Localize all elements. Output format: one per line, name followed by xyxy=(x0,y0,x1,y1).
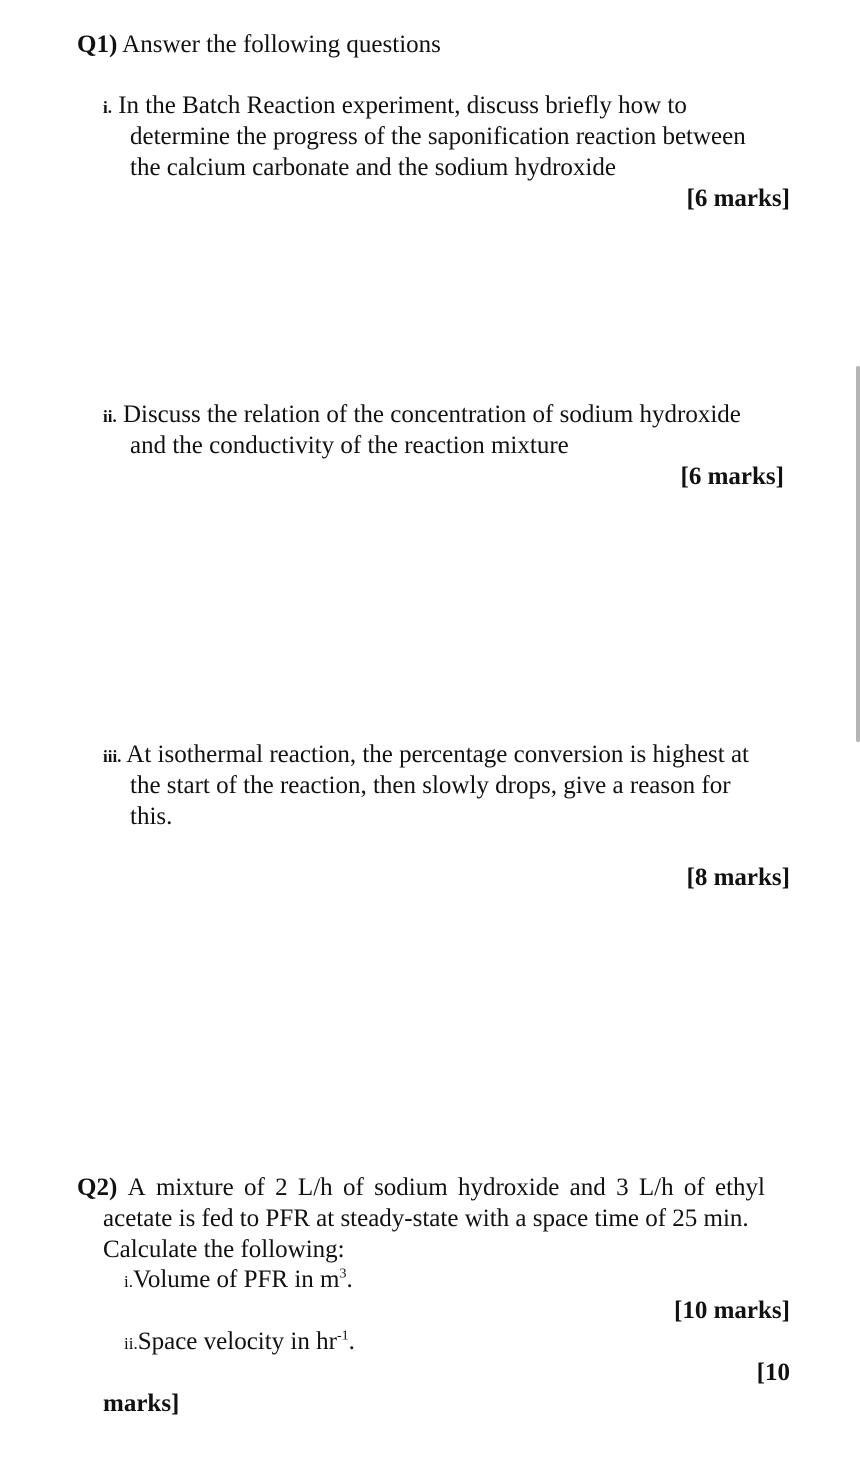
q2-item-i-text: Volume of PFR in m xyxy=(132,1266,340,1293)
q2-item-i-numeral: i. xyxy=(124,1272,133,1291)
q2-line-1 xyxy=(77,1172,765,1203)
q2-item-ii-marks-part-2: marks] xyxy=(103,1390,180,1417)
q2-word: of xyxy=(244,1174,265,1201)
q2-word: ethyl xyxy=(715,1174,765,1201)
q1-item-iii-line-2: the start of the reaction, then slowly drops, give a reason for xyxy=(130,772,731,799)
q2-word: mixture xyxy=(155,1174,234,1201)
q2-line-2: acetate is fed to PFR at steady-state with a space time of 25 min. xyxy=(103,1205,749,1232)
q2-line-3: Calculate the following: xyxy=(103,1236,345,1263)
q2-item-i xyxy=(124,1264,353,1297)
q2-item-ii-marks-part-1: [10 xyxy=(756,1359,790,1386)
q2-word: A xyxy=(127,1174,146,1201)
q1-item-i-line-2: determine the progress of the saponification reaction between xyxy=(130,123,746,150)
q2-word: hydroxide xyxy=(457,1174,560,1201)
q1-item-i-marks: [6 marks] xyxy=(686,185,790,212)
q2-item-ii-text: Space velocity in hr xyxy=(137,1328,337,1355)
q2-item-ii-suffix: . xyxy=(348,1328,355,1355)
q2-item-ii xyxy=(124,1326,355,1359)
q1-item-ii-line-2: and the conductivity of the reaction mixture xyxy=(130,432,569,459)
q2-word: 3 xyxy=(616,1174,629,1201)
q2-word: L/h xyxy=(638,1174,674,1201)
q2-item-ii-sup: -1 xyxy=(336,1328,349,1344)
q1-item-iii-text-1: At isothermal reaction, the percentage conversion is highest at xyxy=(126,741,750,768)
q2-item-i-sup: 3 xyxy=(339,1266,347,1282)
q1-item-i-numeral: i. xyxy=(103,98,112,117)
q1-item-ii-numeral: ii. xyxy=(103,407,117,426)
q2-item-i-suffix: . xyxy=(346,1266,353,1293)
q2-word: L/h xyxy=(297,1174,333,1201)
q1-item-iii-marks: [8 marks] xyxy=(686,864,790,891)
q1-item-iii-numeral: iii. xyxy=(103,747,122,766)
q2-word: of xyxy=(683,1174,705,1201)
q2-word: of xyxy=(342,1174,364,1201)
q1-item-ii-line-1 xyxy=(103,399,741,432)
q2-item-i-marks: [10 marks] xyxy=(674,1297,790,1324)
q2-item-ii-numeral: ii. xyxy=(124,1334,138,1353)
q2-word: and xyxy=(569,1174,606,1201)
q1-item-i-line-3: the calcium carbonate and the sodium hydroxide xyxy=(130,154,616,181)
q1-item-iii-line-3: this. xyxy=(130,803,173,830)
q1-heading xyxy=(77,29,441,60)
q1-item-i-line-1 xyxy=(103,90,687,123)
q1-item-iii-line-1 xyxy=(103,739,749,772)
vertical-scrollbar[interactable] xyxy=(856,366,860,742)
q1-item-ii-text-1: Discuss the relation of the concentration of sodium hydroxide xyxy=(122,401,741,428)
q2-word: 2 xyxy=(275,1174,288,1201)
q1-title: Answer the following questions xyxy=(122,31,441,58)
q2-label: Q2) xyxy=(77,1174,118,1201)
q2-word: sodium xyxy=(374,1174,448,1201)
q1-item-i-text-1: In the Batch Reaction experiment, discuss briefly how to xyxy=(118,92,687,119)
q2-line-1-justified xyxy=(77,1172,765,1203)
q1-item-ii-marks: [6 marks] xyxy=(680,463,784,490)
q1-label: Q1) xyxy=(77,31,118,58)
